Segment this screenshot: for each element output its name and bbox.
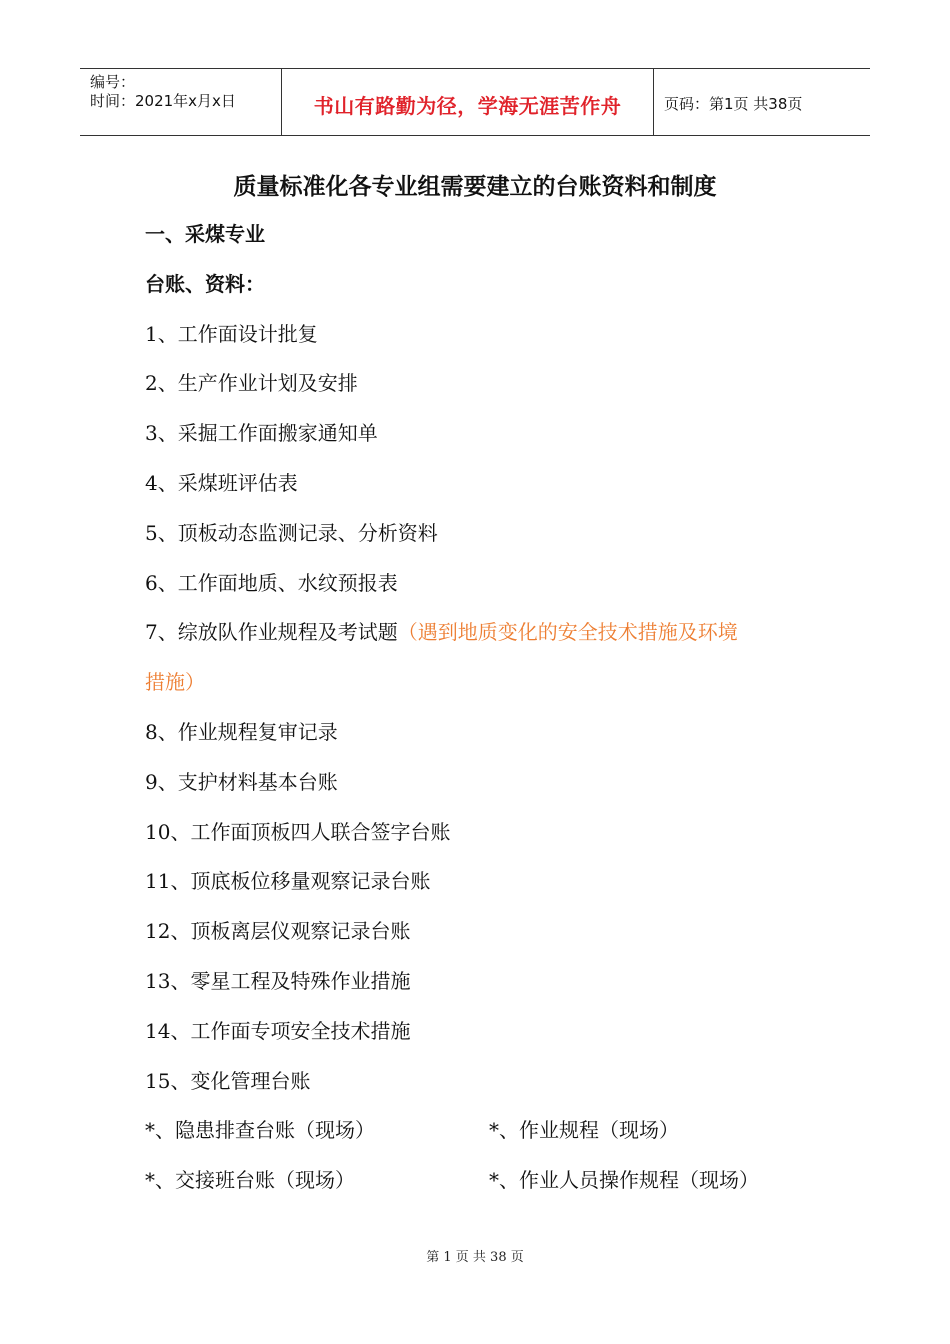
- header-page-cell: [654, 69, 870, 135]
- list-item: 10、工作面顶板四人联合签字台账: [145, 819, 451, 844]
- document-body: [145, 210, 825, 1206]
- list-item: 11、顶底板位移量观察记录台账: [145, 869, 431, 894]
- onsite-row: [145, 1156, 825, 1206]
- list-item: 14、工作面专项安全技术措施: [145, 1018, 411, 1043]
- list-item: 13、零星工程及特殊作业措施: [145, 968, 411, 993]
- list-item: 2、生产作业计划及安排: [145, 371, 358, 396]
- list-item: 15、变化管理台账: [145, 1068, 311, 1093]
- header-meta-cell: [80, 69, 282, 135]
- list-item-7-note-continued: 措施）: [145, 670, 205, 695]
- list-item: 3、采掘工作面搬家通知单: [145, 421, 378, 446]
- list-item: 5、顶板动态监测记录、分析资料: [145, 520, 438, 545]
- header-motto: 书山有路勤为径，学海无涯苦作舟: [313, 93, 622, 118]
- list-item-7-note: （遇到地质变化的安全技术措施及环境: [397, 620, 738, 645]
- header-motto-cell: [282, 69, 654, 135]
- document-title: 质量标准化各专业组需要建立的台账资料和制度: [233, 174, 717, 200]
- list-item: 9、支护材料基本台账: [145, 769, 338, 794]
- list-item-7-main: 7、综放队作业规程及考试题: [145, 620, 398, 645]
- list-item: 6、工作面地质、水纹预报表: [145, 570, 398, 595]
- page-footer: 第 1 页 共 38 页: [426, 1250, 524, 1265]
- list-item: 4、采煤班评估表: [145, 470, 298, 495]
- list-item: 8、作业规程复审记录: [145, 719, 338, 744]
- header-table: [80, 68, 870, 136]
- list-item: 1、工作面设计批复: [145, 321, 318, 346]
- onsite-item: *、隐患排查台账（现场）: [145, 1118, 375, 1143]
- header-page-info: 页码：第1页 共38页: [664, 94, 803, 113]
- onsite-item: *、交接班台账（现场）: [145, 1168, 355, 1193]
- document-time-label: 时间：2021年x月x日: [90, 92, 236, 110]
- onsite-row: [145, 1106, 825, 1156]
- list-item-7: [145, 608, 825, 658]
- list-item: 12、顶板离层仪观察记录台账: [145, 919, 411, 944]
- onsite-item: *、作业人员操作规程（现场）: [489, 1168, 759, 1193]
- section-heading: 一、采煤专业: [145, 222, 265, 246]
- section-subheading: 台账、资料：: [145, 271, 265, 296]
- document-number-label: 编号：: [90, 73, 136, 91]
- onsite-item: *、作业规程（现场）: [489, 1118, 679, 1143]
